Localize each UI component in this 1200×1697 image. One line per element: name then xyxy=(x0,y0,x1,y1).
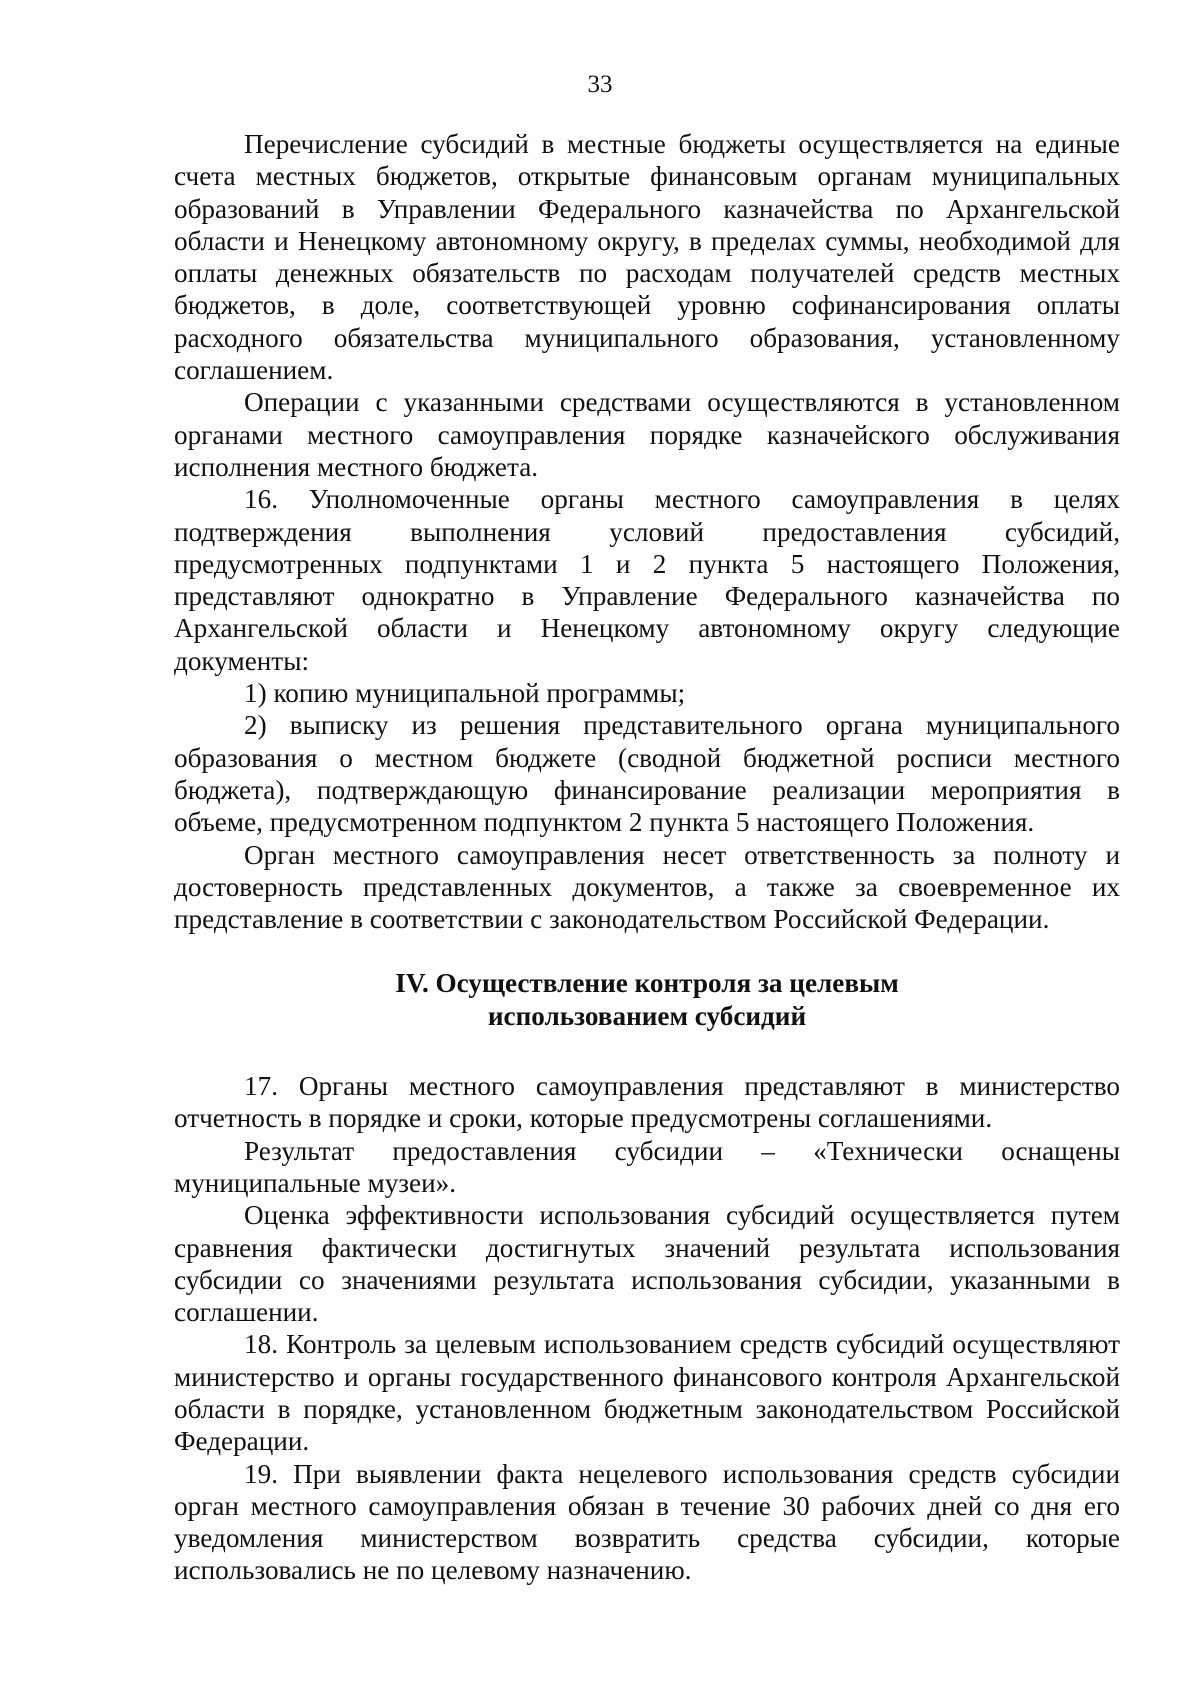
paragraph: 18. Контроль за целевым использованием средств субсидий осуществляют министерство и органы государственного финансового контроля Архангельской области в порядке, установленном бюджетным законодательством Российской Федерации. xyxy=(174,1329,1120,1457)
document-body xyxy=(174,128,1120,1587)
paragraph: Перечисление субсидий в местные бюджеты осуществляется на единые счета местных бюджетов, открытые финансовым органам муниципальных образований в Управлении Федерального казначейства по Архангельской области и Ненецкому автономному округу, в пределах суммы, необходимой для оплаты денежных обязательств по расходам получателей средств местных бюджетов, в доле, соответствующей уровню софинансирования оплаты расходного обязательства муниципального образования, установленному соглашением. xyxy=(174,129,1120,386)
section-heading-line: IV. Осуществление контроля за целевым xyxy=(395,968,899,999)
page-number: 33 xyxy=(587,71,613,98)
section-heading xyxy=(174,967,1120,1032)
paragraph: 19. При выявлении факта нецелевого использования средств субсидии орган местного самоуправления обязан в течение 30 рабочих дней со дня его уведомления министерством возвратить средства субсидии, которые использовались не по целевому назначению. xyxy=(174,1458,1120,1586)
paragraph: 17. Органы местного самоуправления представляют в министерство отчетность в порядке и сроки, которые предусмотрены соглашениями. xyxy=(174,1071,1120,1134)
section-heading-line: использованием субсидий xyxy=(487,1000,807,1031)
paragraph: 1) копию муниципальной программы; xyxy=(244,678,686,709)
paragraph: Оценка эффективности использования субсидий осуществляется путем сравнения фактически достигнутых значений результата использования субсидии со значениями результата использования субсидии, указанными в соглашении. xyxy=(174,1200,1120,1328)
paragraph: Операции с указанными средствами осуществляются в установленном органами местного самоуправления порядке казначейского обслуживания исполнения местного бюджета. xyxy=(174,387,1120,482)
paragraph: Результат предоставления субсидии – «Технически оснащены муниципальные музеи». xyxy=(174,1135,1120,1198)
paragraph: Орган местного самоуправления несет ответственность за полноту и достоверность представленных документов, а также за своевременное их представление в соответствии с законодательством Российской Федерации. xyxy=(174,839,1120,935)
paragraph: 16. Уполномоченные органы местного самоуправления в целях подтверждения выполнения условий предоставления субсидий, предусмотренных подпунктами 1 и 2 пункта 5 настоящего Положения, представляют однократно в Управление Федерального казначейства по Архангельской области и Ненецкому автономному округу следующие документы: xyxy=(174,484,1120,676)
paragraph: 2) выписку из решения представительного органа муниципального образования о местном бюджете (сводной бюджетной росписи местного бюджета), подтверждающую финансирование реализации мероприятия в объеме, предусмотренном подпунктом 2 пункта 5 настоящего Положения. xyxy=(174,710,1120,838)
